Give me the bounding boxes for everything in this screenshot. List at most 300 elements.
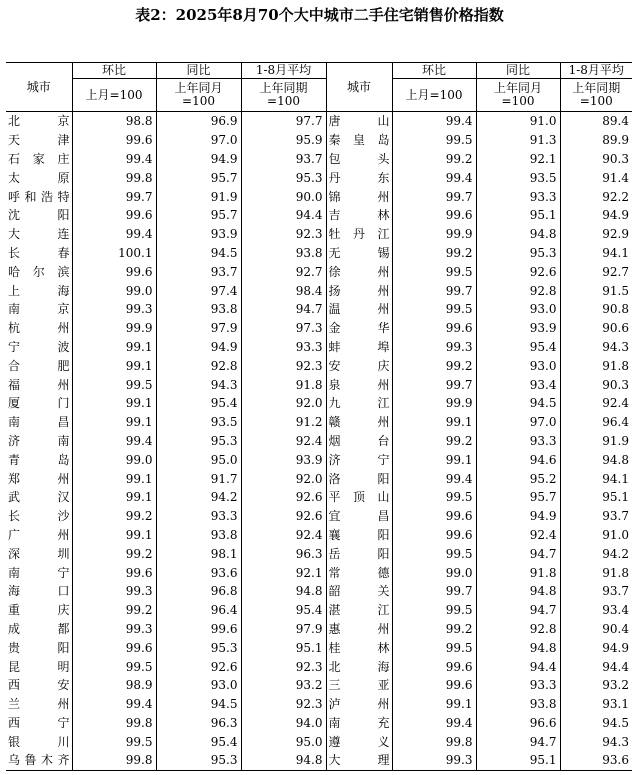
city-cell-left <box>6 281 72 300</box>
mom-cell-right: 99.4 <box>392 469 476 488</box>
city-name: 遵 义 <box>328 734 390 749</box>
city-cell-right <box>326 732 392 751</box>
city-name: 湛 江 <box>328 603 390 618</box>
city-cell-left <box>6 695 72 714</box>
mom-cell-right: 99.7 <box>392 187 476 206</box>
avg-cell-left: 96.3 <box>241 544 326 563</box>
header-mom-left: 环比 <box>72 63 156 79</box>
mom-cell-right: 99.6 <box>392 206 476 225</box>
city-name: 宜 昌 <box>328 509 390 524</box>
avg-cell-right: 92.7 <box>602 264 629 279</box>
avg-cell-left: 98.4 <box>241 281 326 300</box>
yoy-cell-left: 93.5 <box>156 413 241 432</box>
mom-cell-right: 99.1 <box>392 695 476 714</box>
mom-cell-right: 99.2 <box>392 244 476 263</box>
city-name: 济 宁 <box>328 452 390 467</box>
mom-cell-right: 99.2 <box>392 432 476 451</box>
yoy-cell-right: 95.2 <box>476 469 560 488</box>
city-name: 银 川 <box>8 734 70 749</box>
yoy-cell-right: 93.0 <box>476 300 560 319</box>
mom-cell-right: 99.2 <box>392 150 476 169</box>
city-cell-left <box>6 638 72 657</box>
yoy-cell-right: 94.7 <box>476 544 560 563</box>
city-name: 温 州 <box>328 302 390 317</box>
city-name: 大 理 <box>328 753 390 768</box>
city-cell-right <box>326 526 392 545</box>
mom-cell-left: 99.5 <box>72 732 156 751</box>
city-cell-left <box>6 657 72 676</box>
city-name: 洛 阳 <box>328 471 390 486</box>
city-name: 兰 州 <box>8 697 70 712</box>
city-cell-right <box>326 375 392 394</box>
mom-cell-right: 99.2 <box>392 356 476 375</box>
yoy-cell-left: 94.5 <box>156 244 241 263</box>
city-cell-left <box>6 394 72 413</box>
avg-cell-left: 94.8 <box>241 751 326 770</box>
city-cell-right <box>326 432 392 451</box>
city-cell-left <box>6 225 72 244</box>
city-name: 乌鲁木齐 <box>8 753 70 768</box>
avg-cell-right: 92.9 <box>602 227 629 242</box>
city-cell-left <box>6 469 72 488</box>
table-row <box>6 676 632 695</box>
city-name: 三 亚 <box>328 678 390 693</box>
avg-cell-left: 95.0 <box>241 732 326 751</box>
city-name: 唐 山 <box>328 114 390 129</box>
table-row <box>6 112 632 131</box>
city-name: 沈 阳 <box>8 208 70 223</box>
city-cell-right <box>326 469 392 488</box>
mom-cell-right: 99.0 <box>392 563 476 582</box>
mom-cell-left: 99.3 <box>72 620 156 639</box>
avg-cell-right: 89.9 <box>602 133 629 148</box>
header-yoy-right: 同比 <box>476 63 560 79</box>
mom-cell-left: 99.2 <box>72 544 156 563</box>
avg-cell-left: 92.1 <box>241 563 326 582</box>
yoy-cell-left: 93.9 <box>156 225 241 244</box>
mom-cell-right: 99.1 <box>392 413 476 432</box>
avg-cell-left: 92.6 <box>241 507 326 526</box>
avg-cell-right: 94.2 <box>602 546 629 561</box>
city-cell-left <box>6 262 72 281</box>
yoy-cell-left: 95.7 <box>156 206 241 225</box>
mom-cell-left: 98.8 <box>72 112 156 131</box>
mom-cell-right: 99.3 <box>392 338 476 357</box>
city-cell-right <box>326 657 392 676</box>
yoy-cell-left: 93.8 <box>156 526 241 545</box>
city-name: 太 原 <box>8 170 70 185</box>
mom-cell-left: 99.6 <box>72 638 156 657</box>
avg-cell-right: 95.1 <box>602 490 629 505</box>
mom-cell-left: 99.5 <box>72 375 156 394</box>
avg-cell-left: 91.2 <box>241 413 326 432</box>
yoy-cell-left: 92.8 <box>156 356 241 375</box>
yoy-cell-right: 94.7 <box>476 601 560 620</box>
city-name: 呼和浩特 <box>8 189 70 204</box>
city-cell-left <box>6 244 72 263</box>
table-row <box>6 432 632 451</box>
yoy-cell-left: 96.9 <box>156 112 241 131</box>
avg-cell-right: 94.8 <box>602 452 629 467</box>
city-name: 重 庆 <box>8 603 70 618</box>
city-name: 桂 林 <box>328 640 390 655</box>
yoy-cell-right: 95.4 <box>476 338 560 357</box>
yoy-cell-right: 93.3 <box>476 187 560 206</box>
yoy-cell-left: 95.3 <box>156 432 241 451</box>
table-row <box>6 262 632 281</box>
city-name: 海 口 <box>8 584 70 599</box>
yoy-cell-right: 91.8 <box>476 563 560 582</box>
table-row <box>6 488 632 507</box>
mom-cell-left: 99.4 <box>72 225 156 244</box>
city-name: 贵 阳 <box>8 640 70 655</box>
avg-cell-right: 91.4 <box>602 170 629 185</box>
mom-cell-right: 99.5 <box>392 601 476 620</box>
mom-cell-left: 99.8 <box>72 168 156 187</box>
mom-cell-left: 99.9 <box>72 319 156 338</box>
city-name: 泉 州 <box>328 377 390 392</box>
city-name: 丹 东 <box>328 170 390 185</box>
header-yoy-left: 同比 <box>156 63 241 79</box>
city-name: 平 顶 山 <box>328 490 390 505</box>
table-row <box>6 714 632 733</box>
city-cell-right <box>326 244 392 263</box>
avg-cell-right: 94.4 <box>602 659 629 674</box>
avg-cell-left: 92.6 <box>241 488 326 507</box>
yoy-cell-right: 95.1 <box>476 206 560 225</box>
city-name: 西 宁 <box>8 715 70 730</box>
city-name: 扬 州 <box>328 283 390 298</box>
city-cell-right <box>326 112 392 131</box>
city-name: 南 京 <box>8 302 70 317</box>
city-name: 南 昌 <box>8 415 70 430</box>
city-name: 南 充 <box>328 715 390 730</box>
mom-cell-right: 99.7 <box>392 375 476 394</box>
city-cell-left <box>6 319 72 338</box>
mom-cell-right: 99.9 <box>392 225 476 244</box>
yoy-cell-left: 96.8 <box>156 582 241 601</box>
city-name: 无 锡 <box>328 245 390 260</box>
mom-cell-left: 99.3 <box>72 300 156 319</box>
table-row <box>6 131 632 150</box>
yoy-cell-left: 95.3 <box>156 751 241 770</box>
city-cell-right <box>326 714 392 733</box>
table-row <box>6 356 632 375</box>
header-mom-right: 环比 <box>392 63 476 79</box>
yoy-cell-left: 93.6 <box>156 563 241 582</box>
city-name: 福 州 <box>8 377 70 392</box>
mom-cell-left: 99.6 <box>72 262 156 281</box>
city-cell-left <box>6 620 72 639</box>
avg-cell-left: 95.3 <box>241 168 326 187</box>
avg-cell-left: 95.1 <box>241 638 326 657</box>
city-cell-right <box>326 638 392 657</box>
mom-cell-right: 99.3 <box>392 751 476 770</box>
avg-cell-left: 97.7 <box>241 112 326 131</box>
city-name: 泸 州 <box>328 697 390 712</box>
yoy-cell-right: 93.8 <box>476 695 560 714</box>
city-cell-left <box>6 187 72 206</box>
header-mom-base-right: 上月=100 <box>392 79 476 112</box>
mom-cell-left: 99.1 <box>72 526 156 545</box>
avg-cell-left: 94.4 <box>241 206 326 225</box>
yoy-cell-left: 94.3 <box>156 375 241 394</box>
yoy-cell-right: 94.4 <box>476 657 560 676</box>
city-cell-left <box>6 413 72 432</box>
city-cell-right <box>326 206 392 225</box>
mom-cell-left: 99.7 <box>72 187 156 206</box>
yoy-cell-left: 91.9 <box>156 187 241 206</box>
table-title: 表2：2025年8月70个大中城市二手住宅销售价格指数 <box>135 6 504 24</box>
city-name: 惠 州 <box>328 621 390 636</box>
yoy-cell-right: 92.4 <box>476 526 560 545</box>
yoy-cell-right: 97.0 <box>476 413 560 432</box>
table-row <box>6 582 632 601</box>
mom-cell-left: 99.8 <box>72 751 156 770</box>
avg-cell-left: 92.3 <box>241 657 326 676</box>
yoy-cell-left: 94.9 <box>156 150 241 169</box>
mom-cell-right: 99.5 <box>392 262 476 281</box>
avg-cell-right: 93.2 <box>602 678 629 693</box>
city-cell-right <box>326 488 392 507</box>
city-name: 襄 阳 <box>328 527 390 542</box>
city-name: 九 江 <box>328 396 390 411</box>
avg-cell-right: 91.8 <box>602 358 629 373</box>
city-cell-right <box>326 620 392 639</box>
avg-cell-left: 97.3 <box>241 319 326 338</box>
avg-cell-left: 93.7 <box>241 150 326 169</box>
yoy-cell-right: 95.3 <box>476 244 560 263</box>
mom-cell-right: 99.7 <box>392 582 476 601</box>
yoy-cell-right: 93.9 <box>476 319 560 338</box>
avg-cell-left: 94.7 <box>241 300 326 319</box>
city-cell-right <box>326 394 392 413</box>
table-header <box>6 63 632 112</box>
city-name: 烟 台 <box>328 433 390 448</box>
yoy-cell-left: 94.5 <box>156 695 241 714</box>
price-index-table <box>6 62 632 771</box>
yoy-cell-left: 95.3 <box>156 638 241 657</box>
city-name: 昆 明 <box>8 659 70 674</box>
mom-cell-left: 99.1 <box>72 469 156 488</box>
city-name: 安 庆 <box>328 358 390 373</box>
city-cell-right <box>326 262 392 281</box>
header-avg-base-left: 上年同期 =100 <box>241 79 326 112</box>
city-name: 常 德 <box>328 565 390 580</box>
table-row <box>6 469 632 488</box>
city-name: 吉 林 <box>328 208 390 223</box>
table-row <box>6 563 632 582</box>
city-name: 郑 州 <box>8 471 70 486</box>
mom-cell-left: 99.6 <box>72 206 156 225</box>
city-cell-right <box>326 281 392 300</box>
avg-cell-left: 95.4 <box>241 601 326 620</box>
city-cell-right <box>326 751 392 770</box>
avg-cell-right: 91.8 <box>602 565 629 580</box>
city-cell-right <box>326 676 392 695</box>
table-row <box>6 187 632 206</box>
avg-cell-left: 94.0 <box>241 714 326 733</box>
city-cell-left <box>6 732 72 751</box>
avg-cell-right: 93.4 <box>602 603 629 618</box>
yoy-cell-right: 94.9 <box>476 507 560 526</box>
mom-cell-right: 99.4 <box>392 714 476 733</box>
avg-cell-left: 95.9 <box>241 131 326 150</box>
mom-cell-right: 99.9 <box>392 394 476 413</box>
table-row <box>6 695 632 714</box>
city-name: 石 家 庄 <box>8 151 70 166</box>
city-name: 包 头 <box>328 151 390 166</box>
yoy-cell-left: 93.3 <box>156 507 241 526</box>
mom-cell-right: 99.8 <box>392 732 476 751</box>
yoy-cell-left: 96.4 <box>156 601 241 620</box>
avg-cell-left: 92.3 <box>241 356 326 375</box>
table-row <box>6 620 632 639</box>
avg-cell-left: 92.0 <box>241 469 326 488</box>
avg-cell-right: 90.8 <box>602 302 629 317</box>
city-name: 赣 州 <box>328 415 390 430</box>
table-row <box>6 732 632 751</box>
mom-cell-left: 99.0 <box>72 281 156 300</box>
city-name: 成 都 <box>8 621 70 636</box>
avg-cell-left: 93.2 <box>241 676 326 695</box>
mom-cell-left: 99.3 <box>72 582 156 601</box>
yoy-cell-left: 99.6 <box>156 620 241 639</box>
table-row <box>6 300 632 319</box>
mom-cell-right: 99.1 <box>392 450 476 469</box>
mom-cell-right: 99.6 <box>392 507 476 526</box>
city-cell-left <box>6 131 72 150</box>
yoy-cell-left: 95.4 <box>156 732 241 751</box>
avg-cell-right: 94.9 <box>602 208 629 223</box>
avg-cell-left: 93.8 <box>241 244 326 263</box>
yoy-cell-right: 95.1 <box>476 751 560 770</box>
avg-cell-right: 93.7 <box>602 509 629 524</box>
mom-cell-left: 99.6 <box>72 563 156 582</box>
avg-cell-right: 89.4 <box>602 114 629 129</box>
city-cell-right <box>326 338 392 357</box>
mom-cell-right: 99.6 <box>392 526 476 545</box>
city-cell-right <box>326 507 392 526</box>
yoy-cell-right: 93.4 <box>476 375 560 394</box>
city-cell-right <box>326 582 392 601</box>
table-row <box>6 206 632 225</box>
table-row <box>6 544 632 563</box>
table-row <box>6 394 632 413</box>
city-name: 秦 皇 岛 <box>328 133 390 148</box>
city-cell-left <box>6 507 72 526</box>
city-name: 金 华 <box>328 321 390 336</box>
table-row <box>6 507 632 526</box>
yoy-cell-left: 93.7 <box>156 262 241 281</box>
city-name: 大 连 <box>8 227 70 242</box>
table-body <box>6 112 632 771</box>
city-name: 牡 丹 江 <box>328 227 390 242</box>
table-row <box>6 601 632 620</box>
avg-cell-left: 93.9 <box>241 450 326 469</box>
city-name: 北 京 <box>8 114 70 129</box>
city-cell-left <box>6 714 72 733</box>
header-yoy-base-right: 上年同月 =100 <box>476 79 560 112</box>
city-name: 西 安 <box>8 678 70 693</box>
yoy-cell-right: 95.7 <box>476 488 560 507</box>
city-name: 哈 尔 滨 <box>8 264 70 279</box>
header-mom-base-left: 上月=100 <box>72 79 156 112</box>
city-name: 上 海 <box>8 283 70 298</box>
avg-cell-right: 93.6 <box>602 753 629 768</box>
city-cell-right <box>326 150 392 169</box>
header-avg-right: 1-8月平均 <box>560 63 632 79</box>
city-cell-left <box>6 375 72 394</box>
city-cell-right <box>326 168 392 187</box>
header-city-left: 城市 <box>6 63 72 112</box>
yoy-cell-left: 97.0 <box>156 131 241 150</box>
city-cell-left <box>6 751 72 770</box>
avg-cell-right: 94.3 <box>602 734 629 749</box>
yoy-cell-left: 94.9 <box>156 338 241 357</box>
table-row <box>6 413 632 432</box>
avg-cell-right: 96.4 <box>602 415 629 430</box>
mom-cell-left: 99.1 <box>72 338 156 357</box>
city-name: 青 岛 <box>8 452 70 467</box>
avg-cell-right: 94.1 <box>602 245 629 260</box>
mom-cell-left: 99.6 <box>72 131 156 150</box>
city-name: 蚌 埠 <box>328 339 390 354</box>
avg-cell-left: 97.9 <box>241 620 326 639</box>
city-name: 天 津 <box>8 133 70 148</box>
city-cell-right <box>326 413 392 432</box>
yoy-cell-right: 92.6 <box>476 262 560 281</box>
mom-cell-left: 99.0 <box>72 450 156 469</box>
city-cell-right <box>326 300 392 319</box>
avg-cell-left: 92.4 <box>241 526 326 545</box>
avg-cell-right: 91.9 <box>602 433 629 448</box>
avg-cell-right: 93.1 <box>602 697 629 712</box>
city-name: 锦 州 <box>328 189 390 204</box>
city-cell-left <box>6 544 72 563</box>
yoy-cell-right: 94.8 <box>476 638 560 657</box>
city-cell-left <box>6 563 72 582</box>
mom-cell-left: 99.5 <box>72 657 156 676</box>
city-cell-right <box>326 319 392 338</box>
yoy-cell-left: 97.9 <box>156 319 241 338</box>
city-name: 厦 门 <box>8 396 70 411</box>
header-avg-left: 1-8月平均 <box>241 63 326 79</box>
yoy-cell-right: 91.0 <box>476 112 560 131</box>
city-cell-left <box>6 582 72 601</box>
city-cell-left <box>6 601 72 620</box>
yoy-cell-right: 94.7 <box>476 732 560 751</box>
city-cell-right <box>326 601 392 620</box>
table-row <box>6 375 632 394</box>
city-name: 北 海 <box>328 659 390 674</box>
city-name: 徐 州 <box>328 264 390 279</box>
avg-cell-left: 92.7 <box>241 262 326 281</box>
table-row <box>6 225 632 244</box>
mom-cell-right: 99.7 <box>392 281 476 300</box>
yoy-cell-right: 93.0 <box>476 356 560 375</box>
table-row <box>6 751 632 770</box>
table-row <box>6 526 632 545</box>
yoy-cell-right: 94.5 <box>476 394 560 413</box>
avg-cell-left: 93.3 <box>241 338 326 357</box>
city-cell-left <box>6 526 72 545</box>
yoy-cell-right: 94.8 <box>476 582 560 601</box>
avg-cell-right: 94.1 <box>602 471 629 486</box>
yoy-cell-right: 93.3 <box>476 432 560 451</box>
table-row <box>6 657 632 676</box>
mom-cell-right: 99.4 <box>392 168 476 187</box>
